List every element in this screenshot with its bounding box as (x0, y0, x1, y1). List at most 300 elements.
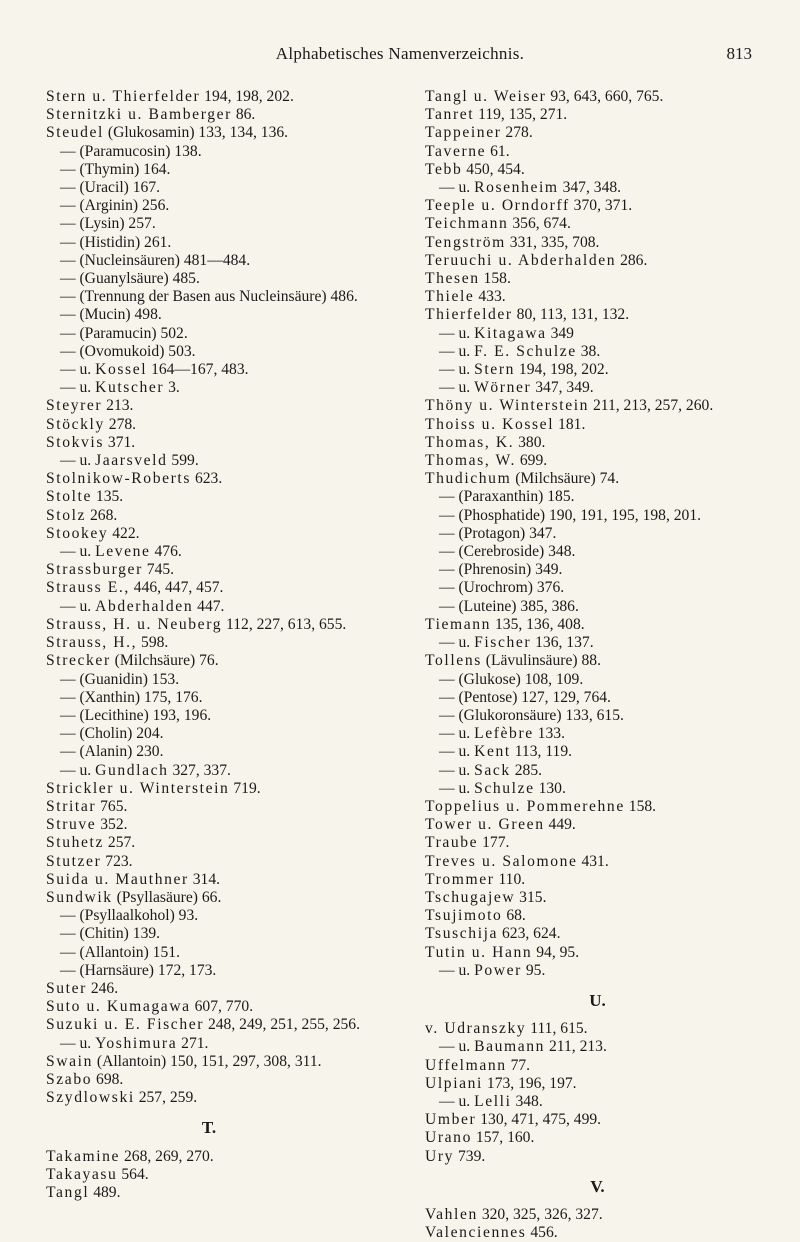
entry-references: 371. (107, 433, 136, 451)
index-entry (425, 1057, 770, 1075)
index-entry (46, 1148, 372, 1166)
entry-references: 133. (537, 725, 565, 743)
entry-name: Thierfelder (425, 306, 513, 324)
index-entry (46, 871, 372, 889)
entry-name: Steudel (46, 124, 104, 142)
index-entry (425, 1224, 770, 1242)
index-entry (46, 106, 372, 124)
entry-references: — (Luteine) 385, 386. (439, 597, 579, 615)
entry-name: Tiemann (425, 615, 492, 633)
entry-name: Strassburger (46, 561, 143, 579)
entry-references: — (Paramucosin) 138. (60, 142, 202, 160)
entry-name: Tengström (425, 233, 506, 251)
index-entry (46, 270, 372, 288)
entry-name: Swain (46, 1052, 93, 1070)
entry-name: Thomas, W. (425, 452, 516, 470)
page-number: 813 (726, 44, 752, 63)
entry-name: Stern (474, 361, 516, 379)
entry-name: Rosenheim (474, 179, 559, 197)
entry-name: Stolnikow-Roberts (46, 470, 192, 488)
entry-references: 257, 259. (138, 1089, 198, 1107)
entry-references: — (Xanthin) 175, 176. (60, 688, 203, 706)
entry-references: 623, 624. (501, 925, 561, 943)
index-entry (46, 1166, 372, 1184)
index-entry (425, 634, 770, 652)
index-entry (425, 507, 770, 525)
index-entry (46, 1016, 372, 1034)
index-entry (425, 288, 770, 306)
entry-references: 347, 348. (562, 179, 622, 197)
index-entry (425, 1093, 770, 1111)
index-entry (425, 234, 770, 252)
entry-references: 111, 615. (530, 1020, 588, 1038)
index-entry (425, 306, 770, 324)
entry-references: 356, 674. (512, 215, 571, 233)
index-entry (46, 1184, 372, 1202)
entry-references: — (Ovomukoid) 503. (60, 342, 196, 360)
index-entry (425, 907, 770, 925)
index-entry (46, 762, 372, 780)
index-entry (425, 871, 770, 889)
entry-references: — (Mucin) 498. (60, 306, 162, 324)
index-entry (425, 452, 770, 470)
entry-references: 110. (498, 870, 526, 888)
index-entry (46, 616, 372, 634)
index-entry (425, 834, 770, 852)
entry-prefix: — u. (60, 379, 92, 397)
entry-references: — (Guanidin) 153. (60, 670, 180, 688)
entry-references: — (Cholin) 204. (60, 725, 164, 743)
entry-name: Tsuschija (425, 925, 499, 943)
index-entry (46, 543, 372, 561)
entry-references: 158. (483, 270, 511, 288)
entry-references: 431. (581, 852, 609, 870)
index-entry (46, 1035, 372, 1053)
entry-references: 136, 137. (535, 634, 594, 652)
entry-name: Thomas, K. (425, 433, 515, 451)
entry-name: Stöckly (46, 415, 105, 433)
entry-name: Tower u. Green (425, 816, 545, 834)
entry-references: 698. (96, 1070, 124, 1088)
entry-name: Tutin u. Hann (425, 943, 533, 961)
index-entry (46, 179, 372, 197)
entry-references: 723. (105, 852, 133, 870)
entry-references: 135, 136, 408. (494, 615, 585, 633)
entry-name: Thoiss u. Kossel (425, 415, 555, 433)
index-entry (46, 780, 372, 798)
entry-name: Umber (425, 1111, 477, 1129)
entry-prefix: — u. (439, 1092, 471, 1110)
entry-name: Sternitzki u. Bamberger (46, 106, 232, 124)
index-entry (46, 998, 372, 1016)
entry-references: 765. (100, 797, 128, 815)
entry-references: 77. (510, 1056, 531, 1074)
entry-name: Strecker (46, 652, 111, 670)
index-entry (46, 1089, 372, 1107)
entry-name: Sack (474, 761, 511, 779)
entry-name: Suzuki u. E. Fischer (46, 1016, 205, 1034)
index-entry (46, 325, 372, 343)
entry-references: (Glukosamin) 133, 134, 136. (107, 124, 289, 142)
section-letter: T. (201, 1118, 217, 1138)
index-entry (46, 470, 372, 488)
entry-name: Takayasu (46, 1165, 118, 1183)
entry-name: Tollens (425, 652, 482, 670)
index-entry (425, 816, 770, 834)
entry-references: 422. (112, 524, 140, 542)
entry-name: Stritar (46, 797, 97, 815)
index-entry (425, 543, 770, 561)
entry-name: Thesen (425, 270, 480, 288)
entry-references: — (Uracil) 167. (60, 179, 161, 197)
entry-name: Uffelmann (425, 1056, 507, 1074)
entry-references: 113, 119. (514, 743, 573, 761)
entry-name: Strickler u. Winterstein (46, 779, 230, 797)
entry-references: 449. (548, 816, 576, 834)
entry-references: — (Arginin) 256. (60, 197, 170, 215)
index-entry (46, 889, 372, 907)
index-entry (46, 853, 372, 871)
entry-prefix: — u. (439, 743, 471, 761)
entry-references: — (Paramucin) 502. (60, 324, 188, 342)
index-entry (46, 907, 372, 925)
entry-references: 719. (233, 779, 261, 797)
entry-references: 112, 227, 613, 655. (226, 615, 347, 633)
index-entry (46, 361, 372, 379)
entry-prefix: — u. (60, 597, 92, 615)
entry-name: Fischer (474, 634, 532, 652)
index-entry (46, 416, 372, 434)
entry-name: Traube (425, 834, 479, 852)
entry-references: (Milchsäure) 74. (515, 470, 620, 488)
index-entry (46, 197, 372, 215)
entry-name: Ury (425, 1147, 455, 1165)
index-entry (46, 124, 372, 142)
entry-references: 447. (197, 597, 225, 615)
index-entry (425, 1020, 770, 1038)
entry-references: 599. (171, 452, 199, 470)
entry-name: Szydlowski (46, 1089, 135, 1107)
entry-name: Toppelius u. Pommerehne (425, 797, 625, 815)
entry-name: Stern u. Thierfelder (46, 88, 201, 105)
entry-references: 248, 249, 251, 255, 256. (207, 1016, 360, 1034)
entry-references: 380. (518, 433, 546, 451)
entry-references: — (Protagon) 347. (439, 524, 557, 542)
entry-name: Takamine (46, 1147, 121, 1165)
index-entry (46, 379, 372, 397)
entry-name: Thudichum (425, 470, 512, 488)
entry-name: Tschugajew (425, 888, 516, 906)
entry-name: Levene (95, 543, 151, 561)
entry-references: 268. (89, 506, 118, 524)
entry-name: Sundwik (46, 888, 113, 906)
index-entry (425, 1038, 770, 1056)
entry-references: 246. (90, 979, 119, 997)
entry-references: 623. (194, 470, 223, 488)
entry-name: Struve (46, 816, 97, 834)
index-entry (46, 816, 372, 834)
index-entry (425, 434, 770, 452)
entry-name: Lefèbre (474, 725, 534, 743)
index-entry (425, 416, 770, 434)
entry-name: Stolte (46, 488, 92, 506)
index-entry (425, 197, 770, 215)
entry-references: 285. (514, 761, 543, 779)
entry-references: 699. (519, 452, 548, 470)
entry-prefix: — u. (439, 342, 471, 360)
entry-references: 456. (530, 1224, 558, 1242)
entry-name: Vahlen (425, 1205, 478, 1223)
entry-references: (Allantoin) 150, 151, 297, 308, 311. (96, 1052, 322, 1070)
index-entry (46, 215, 372, 233)
entry-references: 348. (515, 1092, 543, 1110)
entry-references: 135. (95, 488, 124, 506)
entry-references: 433. (478, 288, 506, 306)
entry-name: Taverne (425, 142, 487, 160)
entry-name: Valenciennes (425, 1224, 527, 1242)
entry-references: 181. (558, 415, 586, 433)
entry-name: F. E. Schulze (474, 342, 577, 360)
entry-references: 173, 196, 197. (486, 1074, 577, 1092)
index-entry (425, 707, 770, 725)
entry-references: 564. (121, 1165, 149, 1183)
entry-references: — (Urochrom) 376. (439, 579, 565, 597)
index-entry (46, 397, 372, 415)
index-entry (46, 507, 372, 525)
index-entry (425, 124, 770, 142)
entry-prefix: — u. (439, 725, 471, 743)
entry-references: 450, 454. (466, 160, 525, 178)
entry-prefix: — u. (439, 779, 471, 797)
entry-name: Stutzer (46, 852, 102, 870)
index-entry (425, 525, 770, 543)
entry-references: — (Phrenosin) 349. (439, 561, 563, 579)
section-letter: V. (590, 1176, 605, 1196)
entry-name: Tangl u. Weiser (425, 88, 547, 105)
index-entry (46, 488, 372, 506)
entry-name: Trommer (425, 870, 495, 888)
entry-name: Tanret (425, 106, 475, 124)
entry-references: (Psyllasäure) 66. (116, 888, 222, 906)
index-entry (425, 561, 770, 579)
entry-references: 257. (107, 834, 136, 852)
entry-references: 38. (580, 342, 601, 360)
entry-references: 271. (181, 1034, 209, 1052)
entry-references: — (Phosphatide) 190, 191, 195, 198, 201. (439, 506, 702, 524)
index-entry (425, 88, 770, 106)
entry-references: — (Guanylsäure) 485. (60, 270, 200, 288)
entry-prefix: — u. (439, 634, 471, 652)
index-entry (46, 707, 372, 725)
entry-prefix: — u. (60, 1034, 92, 1052)
entry-references: — (Pentose) 127, 129, 764. (439, 688, 611, 706)
index-entry (425, 798, 770, 816)
index-entry (425, 488, 770, 506)
index-entry (46, 1071, 372, 1089)
index-entry (46, 689, 372, 707)
entry-references: — (Alanin) 230. (60, 743, 164, 761)
index-entry (425, 671, 770, 689)
entry-name: Jaarsveld (95, 452, 168, 470)
entry-name: Ulpiani (425, 1074, 483, 1092)
entry-references: 68. (506, 907, 526, 925)
entry-references: 278. (108, 415, 137, 433)
entry-references: 80, 113, 131, 132. (516, 306, 630, 324)
index-entry (425, 598, 770, 616)
entry-name: Lelli (474, 1092, 512, 1110)
entry-references: 598. (141, 634, 169, 652)
entry-prefix: — u. (439, 324, 471, 342)
index-entry (425, 1148, 770, 1166)
index-entry (46, 634, 372, 652)
index-entry (425, 361, 770, 379)
entry-references: 213. (106, 397, 134, 415)
entry-prefix: — u. (439, 379, 471, 397)
index-entry (46, 925, 372, 943)
index-entry (46, 452, 372, 470)
index-column-right (425, 88, 770, 1242)
index-entry (46, 306, 372, 324)
index-entry (425, 252, 770, 270)
entry-references: 327, 337. (172, 761, 231, 779)
entry-references: 164—167, 483. (151, 361, 249, 379)
entry-references: 349 (550, 324, 574, 342)
entry-name: Schulze (474, 779, 535, 797)
entry-name: Strauss, H., (46, 634, 138, 652)
index-entry (46, 598, 372, 616)
entry-name: Baumann (474, 1038, 546, 1056)
page-header (0, 0, 800, 70)
index-entry (46, 671, 372, 689)
entry-name: Suida u. Mauthner (46, 870, 189, 888)
entry-references: 119, 135, 271. (478, 106, 568, 124)
entry-references: 130, 471, 475, 499. (480, 1111, 602, 1129)
entry-name: Kutscher (95, 379, 165, 397)
index-entry (46, 743, 372, 761)
entry-references: 268, 269, 270. (123, 1147, 214, 1165)
index-entry (425, 889, 770, 907)
entry-references: 286. (620, 251, 648, 269)
index-entry (425, 853, 770, 871)
index-entry (425, 143, 770, 161)
index-entry (46, 725, 372, 743)
entry-name: Thiele (425, 288, 475, 306)
entry-name: Abderhalden (95, 597, 194, 615)
entry-prefix: — u. (439, 179, 471, 197)
entry-references: 95. (525, 961, 546, 979)
index-entry (46, 579, 372, 597)
entry-references: 370, 371. (573, 197, 633, 215)
index-entry (425, 270, 770, 288)
entry-references: 61. (490, 142, 510, 160)
index-entry (46, 252, 372, 270)
entry-name: Stolz (46, 506, 87, 524)
index-column-left (46, 88, 372, 1202)
entry-name: Teeple u. Orndorff (425, 197, 570, 215)
entry-references: 130. (538, 779, 566, 797)
index-entry (425, 161, 770, 179)
index-entry (46, 143, 372, 161)
entry-name: Suto u. Kumagawa (46, 998, 191, 1016)
index-entry (425, 762, 770, 780)
index-entry (46, 652, 372, 670)
entry-prefix: — u. (60, 543, 92, 561)
entry-references: — (Paraxanthin) 185. (439, 488, 575, 506)
entry-references: (Lävulinsäure) 88. (485, 652, 601, 670)
entry-references: — (Cerebroside) 348. (439, 543, 576, 561)
index-entry (425, 616, 770, 634)
index-entry (425, 379, 770, 397)
entry-references: — (Histidin) 261. (60, 233, 172, 251)
entry-name: Kent (474, 743, 511, 761)
entry-references: 94, 95. (536, 943, 580, 961)
entry-references: — (Nucleinsäuren) 481—484. (60, 251, 251, 269)
index-entry (425, 343, 770, 361)
entry-name: Tebb (425, 160, 463, 178)
entry-references: 739. (457, 1147, 486, 1165)
entry-name: Tsujimoto (425, 907, 503, 925)
index-entry (425, 743, 770, 761)
entry-references: 314. (192, 870, 221, 888)
entry-name: Strauss E., (46, 579, 130, 597)
entry-name: Szabo (46, 1070, 93, 1088)
entry-references: 157, 160. (475, 1129, 535, 1147)
entry-name: Urano (425, 1129, 472, 1147)
entry-references: 3. (168, 379, 180, 397)
entry-references: 86. (235, 106, 256, 124)
entry-name: Stuhetz (46, 834, 104, 852)
entry-name: Stokvis (46, 433, 104, 451)
header-title: Alphabetisches Namenverzeichnis. (275, 44, 525, 63)
entry-references: 347, 349. (535, 379, 594, 397)
index-entry (46, 962, 372, 980)
entry-name: Teichmann (425, 215, 509, 233)
entry-prefix: — u. (439, 1038, 471, 1056)
entry-prefix: — u. (439, 961, 471, 979)
entry-references: — (Allantoin) 151. (60, 943, 180, 961)
index-entry (425, 962, 770, 980)
entry-references: 331, 335, 708. (509, 233, 600, 251)
entry-name: Strauss, H. u. Neuberg (46, 615, 223, 633)
index-entry (46, 834, 372, 852)
entry-references: 320, 325, 326, 327. (481, 1205, 603, 1223)
entry-references: 489. (93, 1183, 121, 1201)
index-entry (425, 579, 770, 597)
entry-name: Treves u. Salomone (425, 852, 578, 870)
entry-name: Thöny u. Winterstein (425, 397, 590, 415)
index-entry (46, 343, 372, 361)
entry-name: Tangl (46, 1183, 90, 1201)
index-entry (425, 1129, 770, 1147)
entry-name: Gundlach (95, 761, 169, 779)
section-letter: U. (589, 990, 606, 1010)
index-entry (46, 88, 372, 106)
entry-name: Kossel (95, 361, 148, 379)
index-entry (46, 561, 372, 579)
entry-references: — (Thymin) 164. (60, 160, 171, 178)
index-entry (425, 725, 770, 743)
entry-references: — (Psyllaalkohol) 93. (60, 907, 199, 925)
index-entry (46, 525, 372, 543)
index-entry (46, 980, 372, 998)
entry-name: Tappeiner (425, 124, 502, 142)
index-entry (46, 234, 372, 252)
index-entry (425, 925, 770, 943)
entry-prefix: — u. (439, 361, 471, 379)
index-entry (46, 288, 372, 306)
entry-name: Suter (46, 979, 87, 997)
entry-references: 352. (100, 816, 128, 834)
